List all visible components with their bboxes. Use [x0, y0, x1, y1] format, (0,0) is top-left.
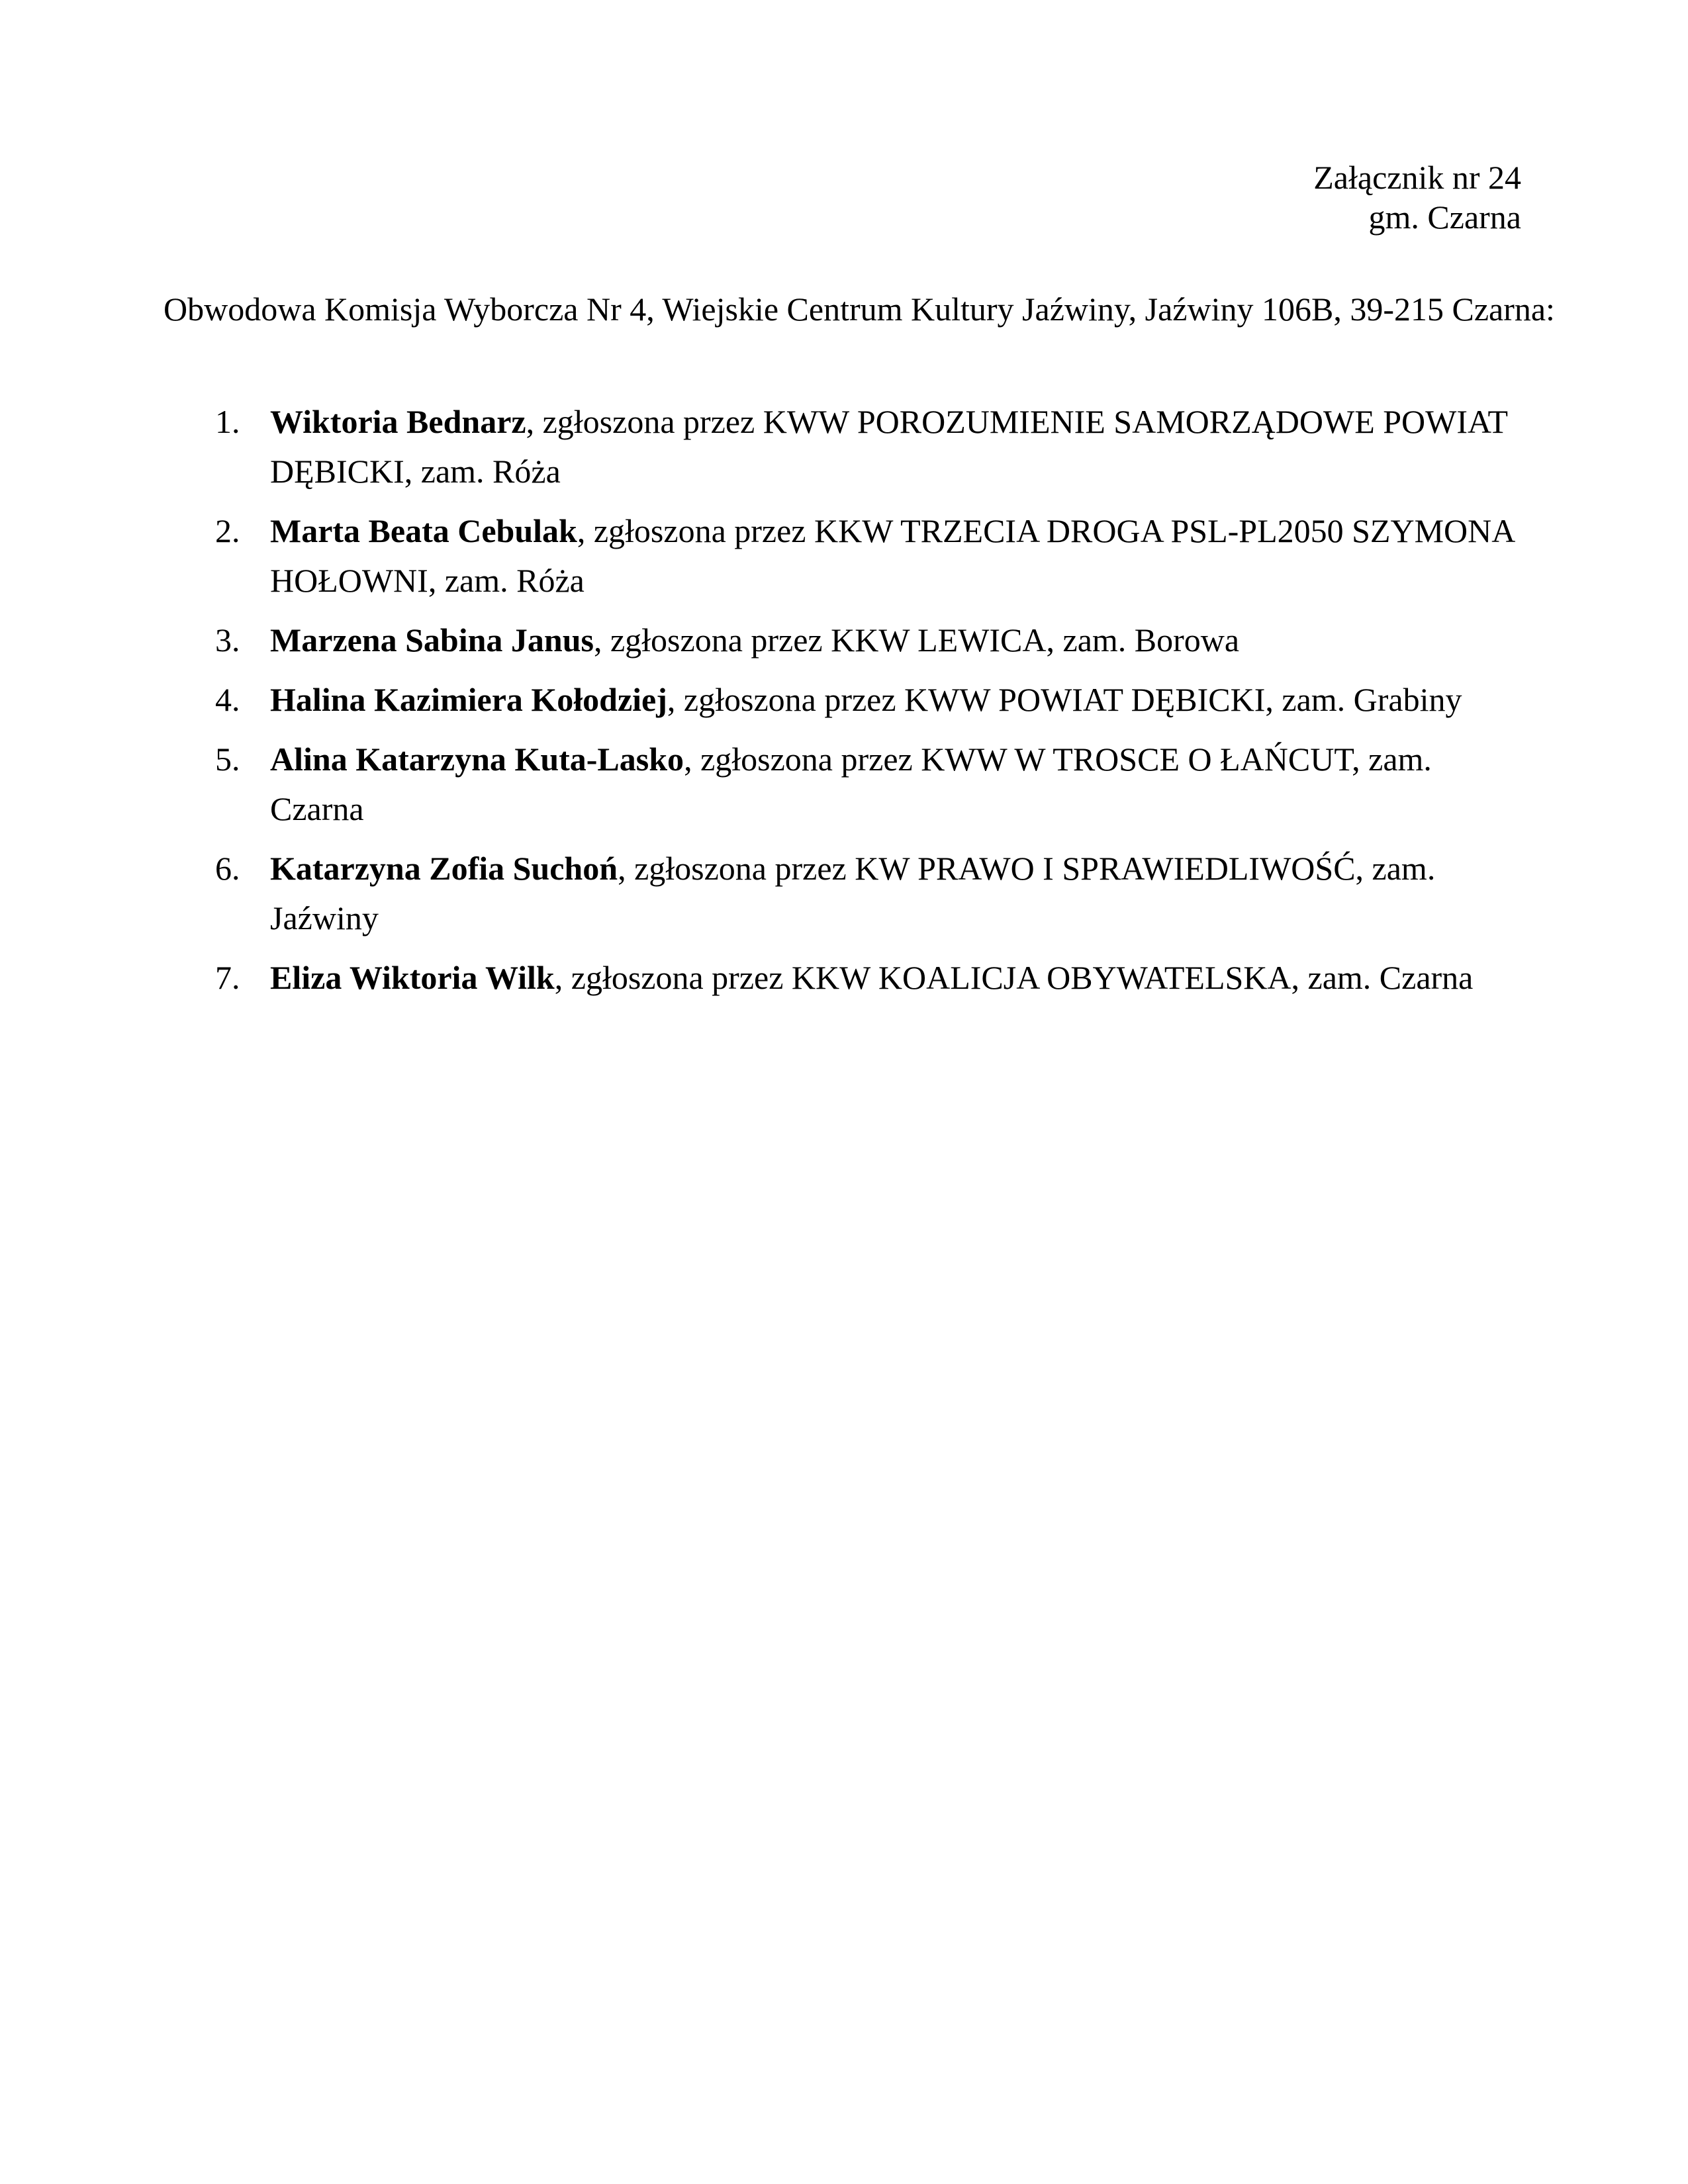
list-item — [215, 735, 1529, 834]
member-details: , zgłoszona przez KWW W TROSCE O ŁAŃCUT, zam. Czarna — [270, 741, 1432, 827]
list-item-text — [270, 506, 1521, 606]
list-item-text — [270, 953, 1521, 1003]
member-details: , zgłoszona przez KKW TRZECIA DROGA PSL-PL2050 SZYMONA HOŁOWNI, zam. Róża — [270, 512, 1514, 599]
member-name: Eliza Wiktoria Wilk — [270, 959, 555, 996]
list-item-number: 2. — [215, 512, 240, 549]
member-details: , zgłoszona przez KWW POWIAT DĘBICKI, zam. Grabiny — [667, 681, 1462, 718]
list-item — [215, 675, 1529, 725]
list-item-text — [270, 615, 1521, 665]
list-item-number: 6. — [215, 850, 240, 887]
member-name: Marzena Sabina Janus — [270, 621, 594, 659]
list-item-text — [270, 844, 1521, 943]
member-list — [215, 397, 1529, 1013]
member-name: Katarzyna Zofia Suchoń — [270, 850, 618, 887]
list-item-text — [270, 675, 1521, 725]
header-block — [1313, 158, 1521, 237]
municipality-label: gm. Czarna — [1368, 199, 1521, 236]
member-name: Alina Katarzyna Kuta-Lasko — [270, 741, 684, 778]
list-item-text — [270, 735, 1521, 834]
attachment-number-label: Załącznik nr 24 — [1313, 159, 1521, 196]
member-details: , zgłoszona przez KWW POROZUMIENIE SAMORZĄDOWE POWIAT DĘBICKI, zam. Róża — [270, 403, 1508, 490]
list-item-number: 4. — [215, 681, 240, 718]
member-name: Halina Kazimiera Kołodziej — [270, 681, 667, 718]
member-name: Marta Beata Cebulak — [270, 512, 577, 549]
member-details: , zgłoszona przez KKW LEWICA, zam. Borowa — [593, 621, 1240, 659]
commission-intro: Obwodowa Komisja Wyborcza Nr 4, Wiejskie Centrum Kultury Jaźwiny, Jaźwiny 106B, 39-215 Czarna: — [164, 291, 1555, 328]
member-details: , zgłoszona przez KKW KOALICJA OBYWATELSKA, zam. Czarna — [554, 959, 1474, 996]
list-item — [215, 615, 1529, 665]
list-item — [215, 506, 1529, 606]
list-item-number: 1. — [215, 403, 240, 440]
list-item — [215, 844, 1529, 943]
list-item-number: 3. — [215, 621, 240, 659]
list-item-text — [270, 397, 1521, 496]
list-item — [215, 953, 1529, 1003]
list-item — [215, 397, 1529, 496]
list-item-number: 7. — [215, 959, 240, 996]
list-item-number: 5. — [215, 741, 240, 778]
member-details: , zgłoszona przez KW PRAWO I SPRAWIEDLIWOŚĆ, zam. Jaźwiny — [270, 850, 1436, 936]
member-name: Wiktoria Bednarz — [270, 403, 526, 440]
